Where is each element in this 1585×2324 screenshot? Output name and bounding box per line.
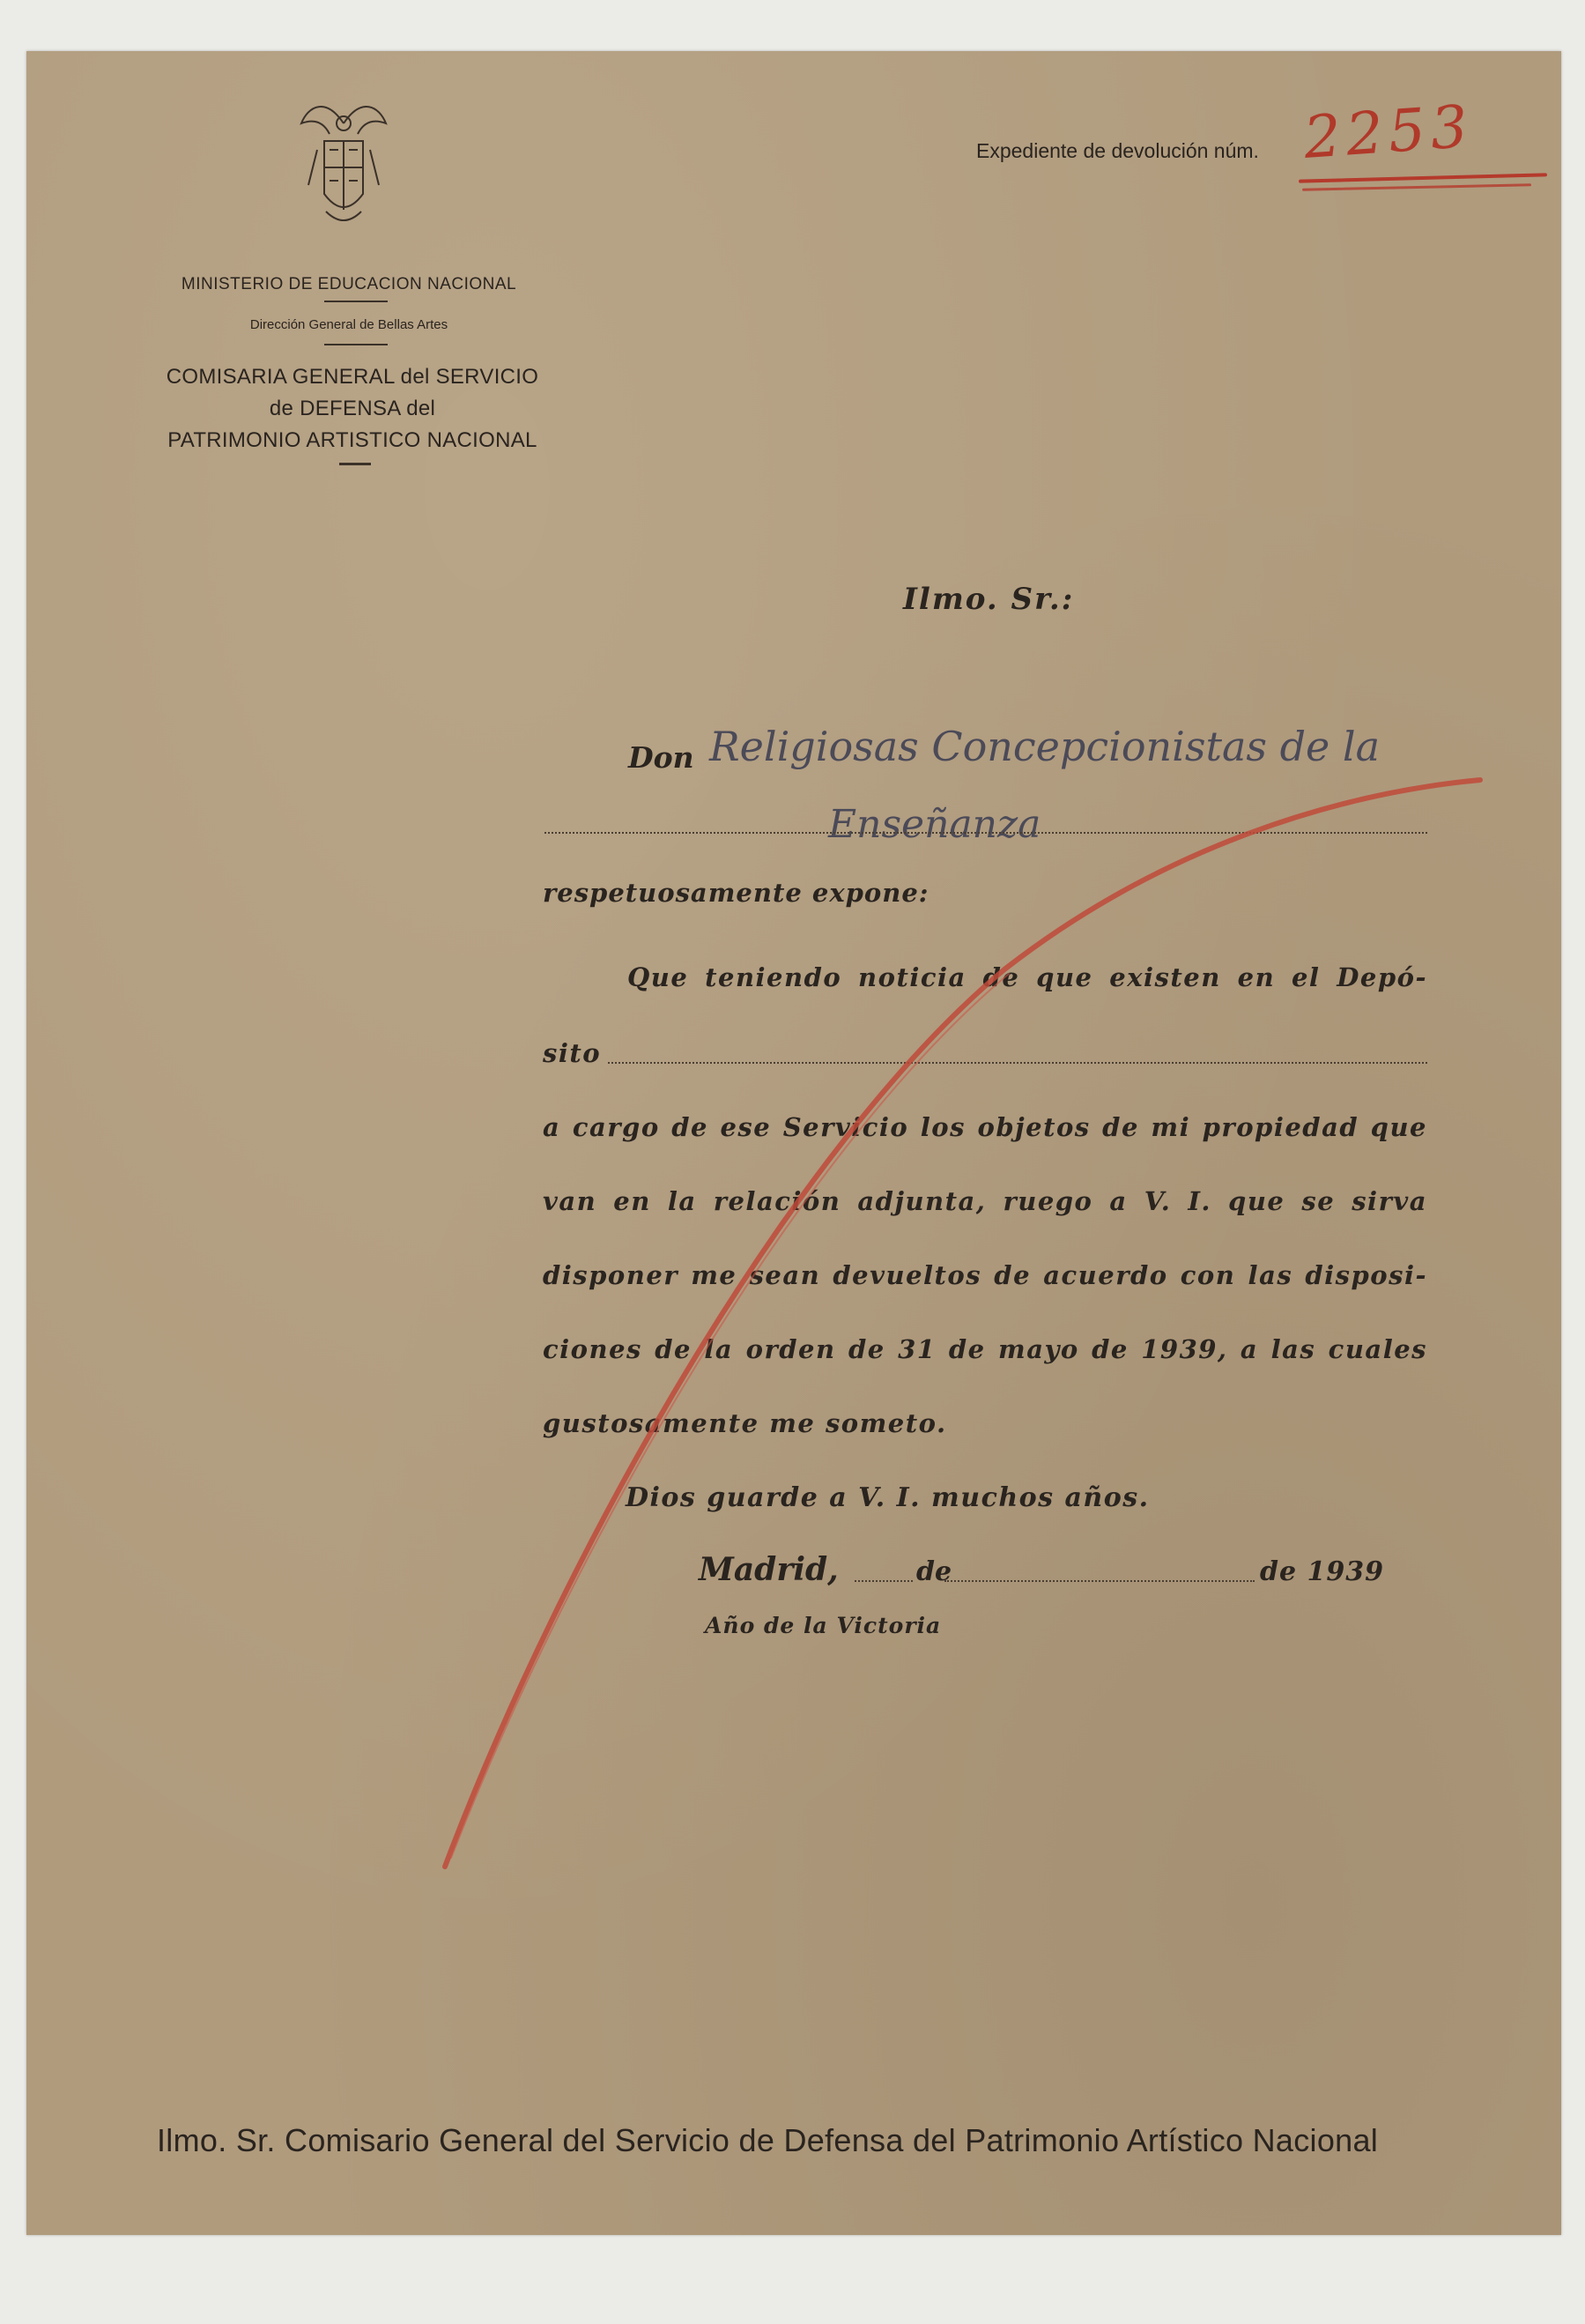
- paragraph-line: van en la relación adjunta, ruego a V. I. que se sirva: [543, 1186, 1427, 1216]
- comisaria-line: COMISARIA GENERAL del SERVICIO: [166, 365, 539, 389]
- sito-label: sito: [543, 1038, 602, 1068]
- date-year: de 1939: [1260, 1556, 1385, 1587]
- month-dotted-line: [944, 1580, 1255, 1582]
- header-divider: [324, 344, 388, 345]
- paragraph-line: ciones de la orden de 31 de mayo de 1939, a las cuales: [543, 1334, 1427, 1364]
- place-madrid: Madrid,: [699, 1551, 839, 1588]
- expone-text: respetuosamente expone:: [543, 878, 930, 908]
- footer-addressee: Ilmo. Sr. Comisario General del Servicio de Defensa del Patrimonio Artístico Nacional: [157, 2122, 1379, 2158]
- direccion-general: Dirección General de Bellas Artes: [249, 317, 448, 332]
- ano-victoria: Año de la Victoria: [705, 1613, 942, 1638]
- don-label: Don: [628, 740, 694, 775]
- header-divider: [339, 463, 371, 465]
- comisaria-line: PATRIMONIO ARTISTICO NACIONAL: [167, 428, 537, 452]
- comisaria-heading: [141, 361, 564, 457]
- header-divider: [324, 301, 388, 302]
- comisaria-line: de DEFENSA del: [269, 397, 436, 420]
- expediente-label: Expediente de devolución núm.: [976, 139, 1259, 162]
- closing-line: Dios guarde a V. I. muchos años.: [626, 1482, 1150, 1513]
- handwritten-name: Enseñanza: [828, 802, 1041, 847]
- date-de: de: [916, 1556, 952, 1587]
- paragraph-line: gustosamente me someto.: [543, 1408, 947, 1438]
- name-dotted-line: [544, 832, 1427, 834]
- deposito-dotted-line: [608, 1062, 1427, 1064]
- expediente-number: 2253: [1301, 92, 1476, 172]
- paragraph-line: disponer me sean devueltos de acuerdo con las disposi-: [543, 1260, 1427, 1290]
- coat-of-arms-icon: [291, 88, 396, 256]
- paragraph-line: a cargo de ese Servicio los objetos de mi propiedad que: [543, 1112, 1427, 1142]
- salutation: Ilmo. Sr.:: [903, 582, 1075, 617]
- day-dotted-line: [855, 1580, 913, 1582]
- handwritten-name: Religiosas Concepcionistas de la: [709, 723, 1381, 770]
- ministry-name: MINISTERIO DE EDUCACION NACIONAL: [181, 275, 517, 293]
- paragraph-line: Que teniendo noticia de que existen en el Depó-: [627, 962, 1427, 992]
